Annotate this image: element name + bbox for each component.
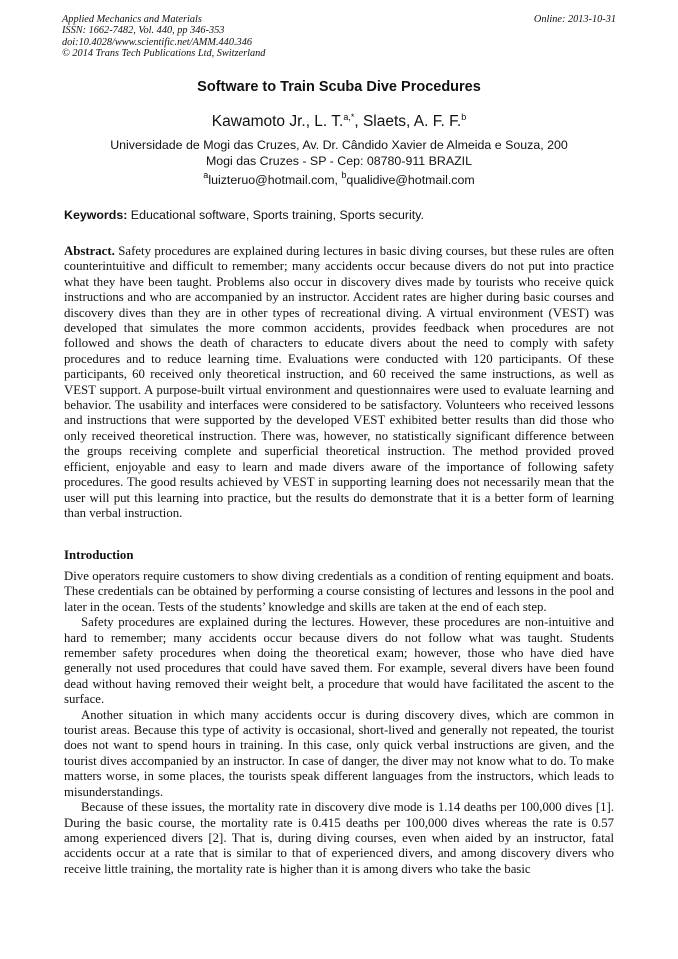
section-heading-introduction: Introduction [64,548,134,562]
paper-title: Software to Train Scuba Dive Procedures [197,79,481,95]
paragraph: Another situation in which many accidents occur is during discovery dives, which are common in tourist areas. Because this type of activity is occasional, short-lived and generally not repeated, the tourist does not want to spend hours in training. In this case, only quick verbal instructions are given, and the tourist dives accompanied by an instructor. In case of danger, the diver may not know what to do. To make matters worse, in some places, the tourists speak different languages from the instructors, which leads to misunderstandings. [64,707,614,799]
affiliation-line: Mogi das Cruzes - SP - Cep: 08780-911 BRAZIL [205,153,473,168]
affiliation [0,138,678,169]
journal-name: Applied Mechanics and Materials [62,14,202,25]
introduction-body [64,569,614,877]
email-mark: b [341,170,347,180]
keywords [64,208,616,222]
email-link[interactable]: luizteruo@hotmail.com, [208,173,342,187]
author-separator: , [354,113,363,130]
author-affiliation-mark: a,* [343,112,355,122]
author-name: Kawamoto Jr., L. T. [211,113,344,130]
email-link[interactable]: qualidive@hotmail.com [346,173,475,187]
paragraph: Safety procedures are explained during the lectures. However, these procedures are non-intuitive and hard to remember; many accidents occur because divers do not follow what was taught. Students remember safety procedures when doing the theoretical exam; however, those who have died have generally not used procedures that could have saved them. For example, several divers have been found dead without having removed their weight belt, a procedure that would have facilitated the ascent to the surface. [64,615,614,707]
abstract [64,244,614,521]
journal-issn: ISSN: 1662-7482, Vol. 440, pp 346-353 [62,25,225,37]
author-emails [0,170,678,187]
paragraph: Because of these issues, the mortality rate in discovery dive mode is 1.14 deaths per 100,000 dives [1]. During the basic course, the mortality rate is 0.415 deaths per 100,000 dives whereas the rate is 0.57 among experienced divers [2]. That is, during diving courses, even when aided by an instructor, fatal accidents occur at a rate that is similar to that of experienced divers, and among discovery divers who receive little training, the mortality rate is higher than it is among divers who take the basic [64,800,614,876]
journal-header [62,14,616,59]
affiliation-line: Universidade de Mogi das Cruzes, Av. Dr. Cândido Xavier de Almeida e Souza, 200 [110,138,568,152]
paragraph: Dive operators require customers to show diving credentials as a condition of renting equipment and boats. These credentials can be obtained by performing a course consisting of lectures and lessons in the pool and later in the ocean. Tests of the students’ knowledge and skills are taken at the end of each step. [64,569,614,614]
author-affiliation-mark: b [461,112,467,122]
author-name: Slaets, A. F. F. [362,113,462,130]
email-mark: a [203,170,209,180]
online-date: Online: 2013-10-31 [533,14,616,25]
keywords-text: Educational software, Sports training, Sports security. [127,208,424,222]
author-list [0,113,678,131]
journal-copyright: © 2014 Trans Tech Publications Ltd, Switzerland [62,47,266,59]
abstract-label: Abstract. [64,244,115,258]
abstract-text: Safety procedures are explained during lectures in basic diving courses, but these rules are often counterintuitive and difficult to remember; many accidents occur because divers do not put into practice what they have been taught. Problems also occur in discovery dives made by tourists who receive quick instructions and who are accompanied by an instructor. Accident rates are higher during basic courses and discovery dives than they are in other types of recreational diving. A virtual environment (VEST) was developed that simulates the more common accidents, provides feedback when procedures are not followed and shows the death of characters to educate divers about the need to comply with safety procedures and to reduce learning time. Evaluations were conducted with 120 participants. Of these participants, 60 received only theoretical instruction, and 60 received the same instructions, as well as VEST support. A purpose-built virtual environment and questionnaires were used to evaluate learning and behavior. The usability and interfaces were considered to be satisfactory. Volunteers who received lessons and instructions that were supported by the developed VEST exhibited better results than did those who only received theoretical instruction. There was, however, no statistically significant difference between the groups receiving complete and superficial theoretical instruction. The method provided proved efficient, enjoyable and easy to learn and made divers aware of the importance of following safety procedures. The good results achieved by VEST in supporting learning does not necessarily mean that the user will put this learning into practice, but the results do demonstrate that it is a better form of learning than verbal instruction. [64,244,614,520]
keywords-label: Keywords: [64,208,128,222]
journal-doi[interactable]: doi:10.4028/www.scientific.net/AMM.440.346 [62,36,252,48]
